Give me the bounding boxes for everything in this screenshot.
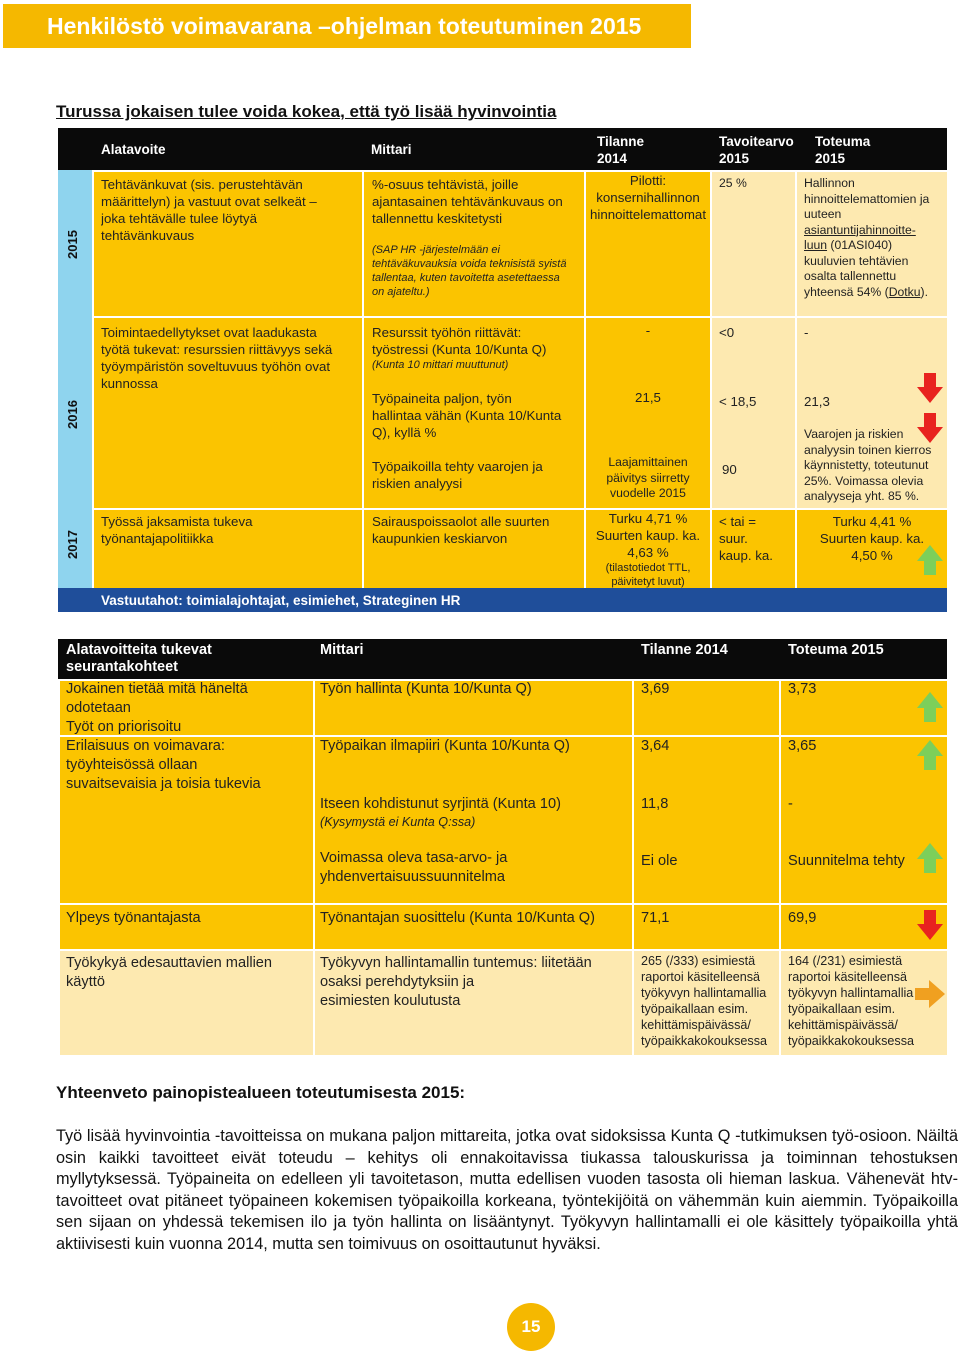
r2016-mittari-1-note: (Kunta 10 mittari muuttunut) — [372, 359, 509, 371]
header-tilanne-2014-b: Tilanne 2014 — [641, 642, 728, 658]
r2015-tavoite: 25 % — [719, 176, 747, 190]
b-tilanne-2: 11,8 — [641, 796, 669, 812]
r2017-tilanne: Turku 4,71 % Suurten kaup. ka. 4,63 % — [595, 511, 701, 560]
d-toteuma: 164 (/231) esimiestä raportoi käsitelleensä työkyvyn hallintamallia työpaikallaan esim. kehittämispäivässä/ työpaikkakokouksessa — [788, 954, 915, 1048]
b-seurantakohde: Erilaisuus on voimavara: työyhteisössä ollaan suvaitsevaisia ja toisia tukevia — [66, 738, 261, 792]
summary-paragraph: Työ lisää hyvinvointia -tavoitteissa on mukana paljon mittareita, jotka ovat sidoksissa Kunta Q -tutkimuksen työ-osioon. Näiltä osin kaikki tavoitteet eivät toteudu – kehitys oli ennakoitavissa tiukassa talouskurissa ja toiminnan tehostuksen myllytyksessä. Työpaineita on edelleen yli tavoitetason, mutta edellisen vuoden tasosta oli hieman laskua. Vähenevät htv-tavoitteet ovat pitäneet työpaineen kokemisen työpaikoilla korkeana, työntekijöitä on vähemmän kuin aiemmin. Työpaikoilla sen sijaan on yhdessä tekemisen ilo ja työn hallinta on lisääntynyt. Työkyvyn hallintamalli ei ole käsittely työpaikoilla yhtä aktiivisesti kuin vuonna 2014, mutta sen toimivuus on osoittautunut hyväksi. — [56, 1127, 958, 1253]
trend-up-arrow-icon — [917, 692, 943, 722]
page-number: 15 — [507, 1303, 555, 1351]
r2016-tavoite-3: 90 — [722, 462, 737, 477]
b-mittari-3: Voimassa oleva tasa-arvo- ja yhdenvertaisuussuunnitelma — [320, 850, 508, 885]
header-mittari: Mittari — [371, 142, 412, 157]
r2015-alatavoite: Tehtävänkuvat (sis. perustehtävän määrittelyn) ja vastuut ovat selkeät – joka tehtävälle tulee löytyä tehtävänkuvaus — [101, 177, 317, 243]
header-seurantakohteet: Alatavoitteita tukevat seurantakohteet — [66, 642, 212, 675]
a-tilanne: 3,69 — [641, 681, 670, 697]
r2015-mittari-note: (SAP HR -järjestelmään ei tehtäväkuvauksia voida teknisistä syistä tallentaa, kuten tavoitetta asetettaessa on ajateltu.) — [372, 244, 567, 298]
trend-up-arrow-icon — [917, 843, 943, 873]
page-banner: Henkilöstö voimavarana –ohjelman toteutuminen 2015 — [3, 4, 691, 48]
r2017-tavoite: < tai = suur. kaup. ka. — [719, 514, 773, 563]
b-mittari-2-note: (Kysymystä ei Kunta Q:ssa) — [320, 815, 476, 829]
year-2017: 2017 — [65, 530, 80, 560]
r2016-toteuma-2: 21,3 — [804, 394, 830, 409]
d-tilanne: 265 (/333) esimiestä raportoi käsitelleensä työkyvyn hallintamallia työpaikallaan esim. kehittämispäivässä/ työpaikkakokouksessa — [641, 954, 768, 1048]
r2016-toteuma-3: Vaarojen ja riskien analyysin toinen kierros käynnistetty, toteutunut 25%. Voimassa olevia analyyseja yht. 85 %. — [804, 427, 932, 503]
trend-down-arrow-icon — [917, 910, 943, 940]
a-mittari: Työn hallinta (Kunta 10/Kunta Q) — [320, 681, 532, 697]
dotku-link: Dotku — [888, 284, 921, 299]
b-tilanne-3: Ei ole — [641, 853, 678, 869]
b-mittari-2: Itseen kohdistunut syrjintä (Kunta 10) — [320, 796, 561, 812]
table1-title: Turussa jokaisen tulee voida kokea, että työ lisää hyvinvointia — [56, 102, 557, 121]
r2016-toteuma-1: - — [804, 325, 809, 340]
b-toteuma-2: - — [788, 796, 793, 812]
r2015-tilanne: Pilotti: konsernihallinnon hinnoittelemattomat — [589, 173, 707, 222]
cell-bg — [634, 737, 779, 903]
trend-down-arrow-icon — [917, 413, 943, 443]
cell-bg — [712, 318, 795, 508]
b-toteuma-1: 3,65 — [788, 738, 817, 754]
header-alatavoite: Alatavoite — [101, 142, 166, 157]
trend-up-arrow-icon — [917, 545, 943, 575]
toteuma-link: asiantuntijahinnoitte- luun — [804, 222, 916, 252]
r2016-tilanne-2: 21,5 — [635, 390, 661, 405]
summary-heading: Yhteenveto painopistealueen toteutumisesta 2015: — [56, 1083, 466, 1102]
trend-up-arrow-icon — [917, 740, 943, 770]
r2017-alatavoite: Työssä jaksamista tukeva työnantajapolitiikka — [101, 514, 253, 546]
year-2015: 2015 — [65, 230, 80, 260]
year-2016: 2016 — [65, 400, 80, 430]
r2016-mittari-2: Työpaineita paljon, työn hallintaa vähän (Kunta 10/Kunta Q), kyllä % — [372, 391, 562, 440]
c-tilanne: 71,1 — [641, 910, 670, 926]
header-toteuma-2015: Toteuma 2015 — [815, 134, 871, 166]
header-tavoitearvo-2015: Tavoitearvo 2015 — [719, 134, 794, 166]
b-priorisointi: Työt on priorisoitu — [66, 719, 182, 735]
c-seurantakohde: Ylpeys työnantajasta — [66, 910, 201, 926]
c-mittari: Työnantajan suosittelu (Kunta 10/Kunta Q) — [320, 910, 596, 926]
b-tilanne-1: 3,64 — [641, 738, 670, 754]
d-mittari: Työkyvyn hallintamallin tuntemus: liitetään osaksi perehdytyksiin ja esimiesten koulutusta — [320, 955, 592, 1009]
b-mittari-1: Työpaikan ilmapiiri (Kunta 10/Kunta Q) — [320, 738, 570, 754]
c-toteuma: 69,9 — [788, 910, 817, 926]
r2016-mittari-1: Resurssit työhön riittävät: työstressi (Kunta 10/Kunta Q) — [372, 325, 547, 357]
responsible-parties: Vastuutahot: toimialajohtajat, esimiehet, Strateginen HR — [101, 593, 461, 608]
r2017-mittari: Sairauspoissaolot alle suurten kaupunkien keskiarvon — [372, 514, 550, 546]
r2016-tavoite-1: <0 — [719, 325, 735, 340]
d-seurantakohde: Työkykyä edesauttavien mallien käyttö — [66, 955, 273, 990]
r2017-tilanne-note: (tilastotiedot TTL, päivitetyt luvut) — [605, 562, 691, 588]
r2016-tilanne-1: - — [645, 323, 651, 338]
header-mittari-2: Mittari — [320, 642, 364, 658]
a-toteuma: 3,73 — [788, 681, 817, 697]
r2017-toteuma: Turku 4,41 % Suurten kaup. ka. 4,50 % — [819, 514, 925, 563]
trend-down-arrow-icon — [917, 373, 943, 403]
r2015-toteuma: Hallinnon hinnoittelemattomien ja uuteen asiantuntijahinnoitte- luun (01ASI040) kuuluvien tehtävien osalta tallennettu yhteensä 54% (Dotku). — [804, 176, 930, 299]
header-tilanne-2014: Tilanne 2014 — [597, 134, 645, 166]
table1-header-row — [58, 128, 947, 170]
cell-bg — [712, 172, 795, 316]
r2016-alatavoite: Toimintaedellytykset ovat laadukasta työtä tukevat: resurssien riittävyys sekä työympäristön soveltuvuus työhön ovat kunnossa — [101, 325, 333, 391]
year-column-header — [58, 128, 92, 170]
trend-flat-arrow-icon — [915, 980, 945, 1008]
r2016-mittari-3: Työpaikoilla tehty vaarojen ja riskien analyysi — [372, 459, 543, 491]
a-seurantakohde: Jokainen tietää mitä häneltä odotetaan — [66, 681, 248, 716]
header-toteuma-2015-b: Toteuma 2015 — [788, 642, 884, 658]
r2015-mittari: %-osuus tehtävistä, joille ajantasainen tehtävänkuvaus on tallennettu keskitetysti — [372, 177, 563, 226]
r2016-tilanne-3: Laajamittainen päivitys siirretty vuodelle 2015 — [606, 455, 690, 500]
r2016-tavoite-2: < 18,5 — [719, 394, 757, 409]
b-toteuma-3: Suunnitelma tehty — [788, 853, 905, 869]
